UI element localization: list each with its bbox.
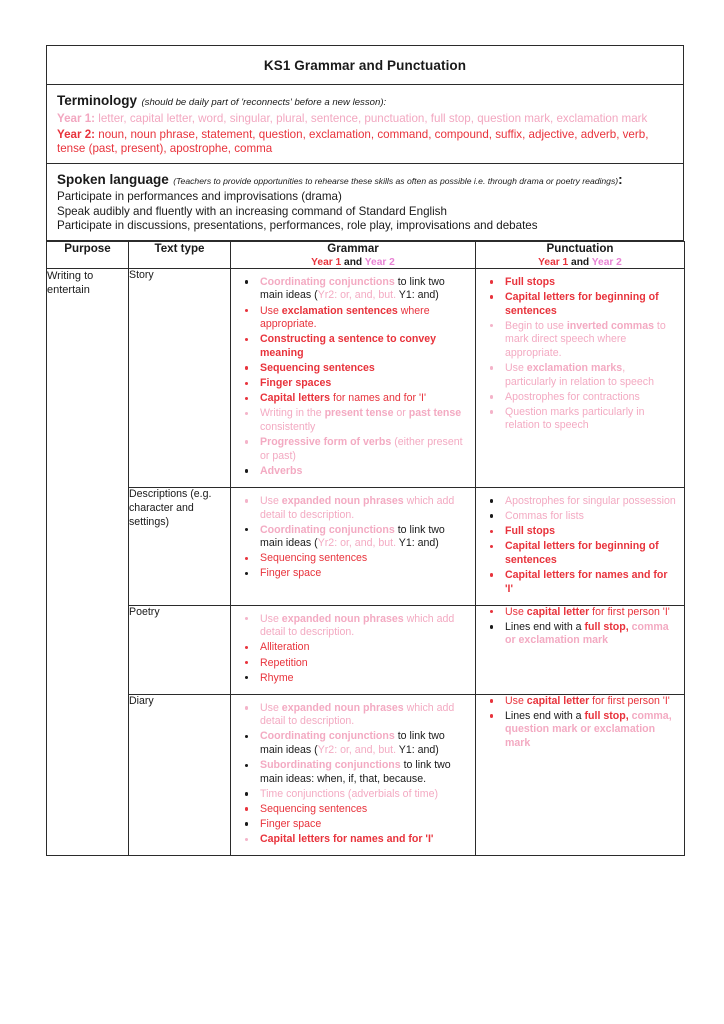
bullet-icon xyxy=(245,338,248,341)
list-item xyxy=(237,305,468,332)
list-item xyxy=(237,436,468,463)
cell-grammar xyxy=(231,605,476,694)
header-punctuation-years xyxy=(476,257,684,268)
list-item-text: Finger spaces xyxy=(260,377,332,390)
bullet-icon xyxy=(245,764,248,767)
bullet-icon xyxy=(490,295,493,298)
header-grammar-and: and xyxy=(341,256,365,268)
bullet-icon xyxy=(490,545,493,548)
punctuation-list xyxy=(476,269,684,442)
bullet-icon xyxy=(245,838,248,841)
list-item-text: Begin to use xyxy=(505,319,567,332)
terminology-year1-text: letter, capital letter, word, singular, plural, sentence, punctuation, full stop, question mark, exclamation mark xyxy=(95,112,648,126)
terminology-year2-line xyxy=(57,128,675,157)
punctuation-list xyxy=(476,488,684,605)
list-item xyxy=(237,495,468,522)
spoken-language-note: (Teachers to provide opportunities to rehearse these skills as often as possible i.e. through drama or poetry readings) xyxy=(173,175,619,186)
bullet-icon xyxy=(245,309,248,312)
list-item xyxy=(482,391,677,405)
list-item-text: Capital letters for beginning of sentences xyxy=(505,290,659,317)
list-item-text: Yr2: or, and, but. xyxy=(317,537,397,550)
list-item-text: Apostrophes for contractions xyxy=(505,390,640,403)
list-item-text: Alliteration xyxy=(260,641,310,654)
list-item-text: , particularly in relation to speech xyxy=(505,362,654,388)
list-item-text: to link two main ideas ( xyxy=(260,730,445,757)
list-item-text: Use xyxy=(260,701,282,714)
list-item xyxy=(237,803,468,817)
bullet-icon xyxy=(245,706,248,709)
list-item-text: Use xyxy=(260,612,282,625)
list-item xyxy=(482,621,677,648)
list-item-text: Use xyxy=(505,694,527,707)
list-item-text: for names and for 'I' xyxy=(330,392,426,405)
spoken-language-section xyxy=(46,164,684,241)
bullet-icon xyxy=(490,324,493,327)
list-item-text: Commas for lists xyxy=(505,510,584,523)
punctuation-list xyxy=(476,695,684,751)
terminology-year1-label: Year 1: xyxy=(57,112,96,126)
cell-grammar xyxy=(231,487,476,605)
list-item xyxy=(237,465,468,479)
bullet-icon xyxy=(245,617,248,620)
list-item-text: exclamation marks xyxy=(526,362,623,375)
list-item-text: Time conjunctions (adverbials of time) xyxy=(260,787,439,800)
bullet-icon xyxy=(245,382,248,385)
header-text-type-label: Text type xyxy=(154,241,205,255)
table-header xyxy=(47,241,685,268)
header-punctuation xyxy=(476,241,685,268)
bullet-icon xyxy=(245,807,248,810)
list-item-text: Capital letters for names and for 'I' xyxy=(260,833,434,846)
list-item-text: (either present or past) xyxy=(260,436,463,462)
punctuation-list xyxy=(476,606,684,648)
header-grammar xyxy=(231,241,476,268)
list-item-text: full stop, xyxy=(584,709,629,722)
list-item xyxy=(237,567,468,581)
spoken-language-line-1: Participate in performances and improvisations (drama) xyxy=(57,190,342,204)
list-item xyxy=(237,672,468,686)
bullet-icon xyxy=(490,530,493,533)
table-header-row xyxy=(47,241,685,268)
list-item-text: Question marks particularly in relation to speech xyxy=(505,405,645,432)
cell-text-type: Descriptions (e.g. character and settings) xyxy=(129,487,231,605)
list-item-text: Y1: and) xyxy=(396,537,439,550)
bullet-icon xyxy=(490,280,493,283)
list-item-text: Full stops xyxy=(505,525,556,538)
list-item-text: Yr2: or, and, but. xyxy=(317,289,397,302)
list-item-text: inverted commas xyxy=(566,319,654,332)
header-punctuation-year1: Year 1 xyxy=(538,256,569,268)
list-item xyxy=(237,333,468,360)
bullet-icon xyxy=(245,661,248,664)
list-item xyxy=(237,759,468,786)
bullet-icon xyxy=(490,514,493,517)
spoken-language-heading-line xyxy=(57,170,675,190)
bullet-icon xyxy=(245,499,248,502)
cell-text-type: Story xyxy=(129,268,231,487)
cell-text-type: Poetry xyxy=(129,605,231,694)
list-item-text: Y1: and) xyxy=(396,289,439,302)
bullet-icon xyxy=(245,557,248,560)
terminology-year2-text: noun, noun phrase, statement, question, exclamation, command, compound, suffix, adjective, adverb, verb, tense (past, present), apostrophe, comma xyxy=(57,127,649,156)
bullet-icon xyxy=(245,366,248,369)
list-item-text: Apostrophes for singular possession xyxy=(505,494,676,507)
list-item-text: Writing in the xyxy=(260,407,325,420)
list-item-text: Repetition xyxy=(260,656,308,669)
grammar-list xyxy=(231,606,475,694)
header-grammar-label: Grammar xyxy=(327,241,379,255)
grammar-list xyxy=(231,269,475,487)
bullet-icon xyxy=(490,699,493,702)
bullet-icon xyxy=(245,735,248,738)
list-item xyxy=(237,377,468,391)
list-item-text: Full stops xyxy=(505,275,556,288)
terminology-year2-label: Year 2: xyxy=(57,127,96,141)
page-title: KS1 Grammar and Punctuation xyxy=(263,57,467,73)
list-item-text: Yr2: or, and, but. xyxy=(317,744,397,757)
list-item-text: present tense xyxy=(324,407,394,420)
list-item-text: for first person 'I' xyxy=(589,605,670,618)
list-item xyxy=(237,702,468,729)
bullet-icon xyxy=(490,499,493,502)
list-item-text: Capital letters for beginning of sentences xyxy=(505,540,659,566)
list-item-text: past tense xyxy=(408,407,462,420)
list-item-text: Finger space xyxy=(260,567,322,580)
list-item-text: Y1: and) xyxy=(396,744,439,757)
list-item-text: Use xyxy=(505,362,527,375)
bullet-icon xyxy=(245,792,248,795)
cell-punctuation xyxy=(476,694,685,856)
cell-grammar xyxy=(231,268,476,487)
header-grammar-year2: Year 2 xyxy=(364,256,395,268)
bullet-icon xyxy=(245,646,248,649)
list-item-text: Rhyme xyxy=(260,671,294,684)
list-item xyxy=(482,406,677,433)
table-row xyxy=(47,268,685,487)
table-row xyxy=(47,487,685,605)
list-item-text: capital letter xyxy=(526,694,590,707)
header-punctuation-and: and xyxy=(568,256,592,268)
list-item xyxy=(482,525,677,539)
bullet-icon xyxy=(490,714,493,717)
list-item xyxy=(482,320,677,361)
list-item-text: expanded noun phrases xyxy=(281,494,404,507)
list-item xyxy=(482,276,677,290)
spoken-language-note-suffix: : xyxy=(618,171,623,187)
list-item-text: to mark direct speech where appropriate. xyxy=(505,319,666,359)
cell-punctuation xyxy=(476,487,685,605)
list-item xyxy=(237,818,468,832)
list-item xyxy=(237,788,468,802)
terminology-heading: Terminology xyxy=(57,93,138,108)
list-item xyxy=(237,641,468,655)
header-purpose-label: Purpose xyxy=(64,241,111,255)
bullet-icon xyxy=(245,572,248,575)
bullet-icon xyxy=(245,528,248,531)
list-item-text: Subordinating conjunctions xyxy=(260,759,401,772)
list-item-text: Capital letters xyxy=(260,392,331,405)
list-item-text: Lines end with a xyxy=(505,709,585,722)
bullet-icon xyxy=(490,366,493,369)
table-row xyxy=(47,605,685,694)
list-item-text: expanded noun phrases xyxy=(281,612,404,625)
grammar-list xyxy=(231,488,475,590)
list-item-text: to link two main ideas ( xyxy=(260,275,445,302)
list-item-text: full stop, xyxy=(584,620,629,633)
bullet-icon xyxy=(490,610,493,613)
list-item-text: for first person 'I' xyxy=(589,694,670,707)
list-item-text: Coordinating conjunctions xyxy=(260,275,395,288)
list-item-text: to link two main ideas ( xyxy=(260,523,445,550)
bullet-icon xyxy=(245,440,248,443)
list-item xyxy=(482,510,677,524)
list-item xyxy=(482,495,677,509)
curriculum-table xyxy=(46,241,685,856)
spoken-language-line-3: Participate in discussions, presentations, performances, role play, improvisations and debates xyxy=(57,219,538,233)
document-title-box xyxy=(46,45,684,85)
list-item xyxy=(237,524,468,551)
list-item-text: where appropriate. xyxy=(260,304,430,331)
header-grammar-years xyxy=(231,257,475,268)
list-item-text: Capital letters for names and for 'I' xyxy=(505,568,668,595)
bullet-icon xyxy=(245,397,248,400)
list-item-text: which add detail to description. xyxy=(260,701,455,728)
list-item xyxy=(482,606,677,620)
bullet-icon xyxy=(490,573,493,576)
list-item-text: which add detail to description. xyxy=(260,612,455,639)
cell-purpose: Writing to entertain xyxy=(47,268,129,855)
list-item-text: Constructing a sentence to convey meaning xyxy=(260,333,437,359)
bullet-icon xyxy=(245,469,248,472)
header-punctuation-label: Punctuation xyxy=(546,241,614,255)
table-body xyxy=(47,268,685,855)
list-item-text: which add detail to description. xyxy=(260,494,455,521)
list-item-text: or xyxy=(393,407,409,420)
list-item-text: Lines end with a xyxy=(505,620,585,633)
list-item xyxy=(237,657,468,671)
list-item-text: consistently xyxy=(260,420,316,433)
list-item xyxy=(482,540,677,567)
list-item xyxy=(482,695,677,709)
terminology-note: (should be daily part of 'reconnects' before a new lesson): xyxy=(141,97,387,108)
bullet-icon xyxy=(490,395,493,398)
cell-text-type: Diary xyxy=(129,694,231,856)
list-item xyxy=(482,362,677,389)
header-grammar-year1: Year 1 xyxy=(311,256,342,268)
bullet-icon xyxy=(490,625,493,628)
bullet-icon xyxy=(245,676,248,679)
list-item xyxy=(237,407,468,434)
list-item-text: Coordinating conjunctions xyxy=(260,523,395,536)
list-item xyxy=(237,362,468,376)
list-item xyxy=(482,569,677,596)
terminology-section xyxy=(46,85,684,164)
list-item xyxy=(482,710,677,751)
list-item-text: exclamation sentences xyxy=(281,304,398,317)
list-item xyxy=(237,552,468,566)
header-purpose xyxy=(47,241,129,268)
terminology-year1-line xyxy=(57,112,675,127)
list-item xyxy=(482,291,677,318)
list-item-text: Progressive form of verbs xyxy=(260,436,392,449)
bullet-icon xyxy=(245,280,248,283)
list-item-text: comma, question mark or exclamation mark xyxy=(505,709,672,750)
list-item-text: to link two main ideas: when, if, that, because. xyxy=(260,759,451,785)
list-item-text: Finger space xyxy=(260,818,322,831)
header-text-type xyxy=(129,241,231,268)
list-item-text: comma or exclamation mark xyxy=(505,620,669,647)
list-item xyxy=(237,613,468,640)
spoken-language-line-2: Speak audibly and fluently with an increasing command of Standard English xyxy=(57,204,447,218)
cell-grammar xyxy=(231,694,476,856)
list-item-text: Coordinating conjunctions xyxy=(260,730,395,743)
list-item-text: Use xyxy=(260,494,282,507)
bullet-icon xyxy=(490,410,493,413)
grammar-list xyxy=(231,695,475,856)
list-item xyxy=(237,730,468,757)
bullet-icon xyxy=(245,822,248,825)
list-item-text: Use xyxy=(260,304,282,317)
bullet-icon xyxy=(245,412,248,415)
list-item-text: Sequencing sentences xyxy=(260,802,368,815)
list-item xyxy=(237,392,468,406)
cell-punctuation xyxy=(476,268,685,487)
list-item-text: Use xyxy=(505,605,527,618)
header-punctuation-year2: Year 2 xyxy=(591,256,622,268)
cell-punctuation xyxy=(476,605,685,694)
list-item-text: expanded noun phrases xyxy=(281,701,404,714)
terminology-heading-line xyxy=(57,91,675,111)
spoken-language-heading: Spoken language xyxy=(57,171,169,187)
list-item-text: Sequencing sentences xyxy=(260,552,368,565)
list-item-text: Sequencing sentences xyxy=(260,362,375,375)
list-item xyxy=(237,833,468,847)
list-item-text: Adverbs xyxy=(260,464,303,477)
list-item-text: capital letter xyxy=(526,605,590,618)
list-item xyxy=(237,276,468,303)
table-row xyxy=(47,694,685,856)
